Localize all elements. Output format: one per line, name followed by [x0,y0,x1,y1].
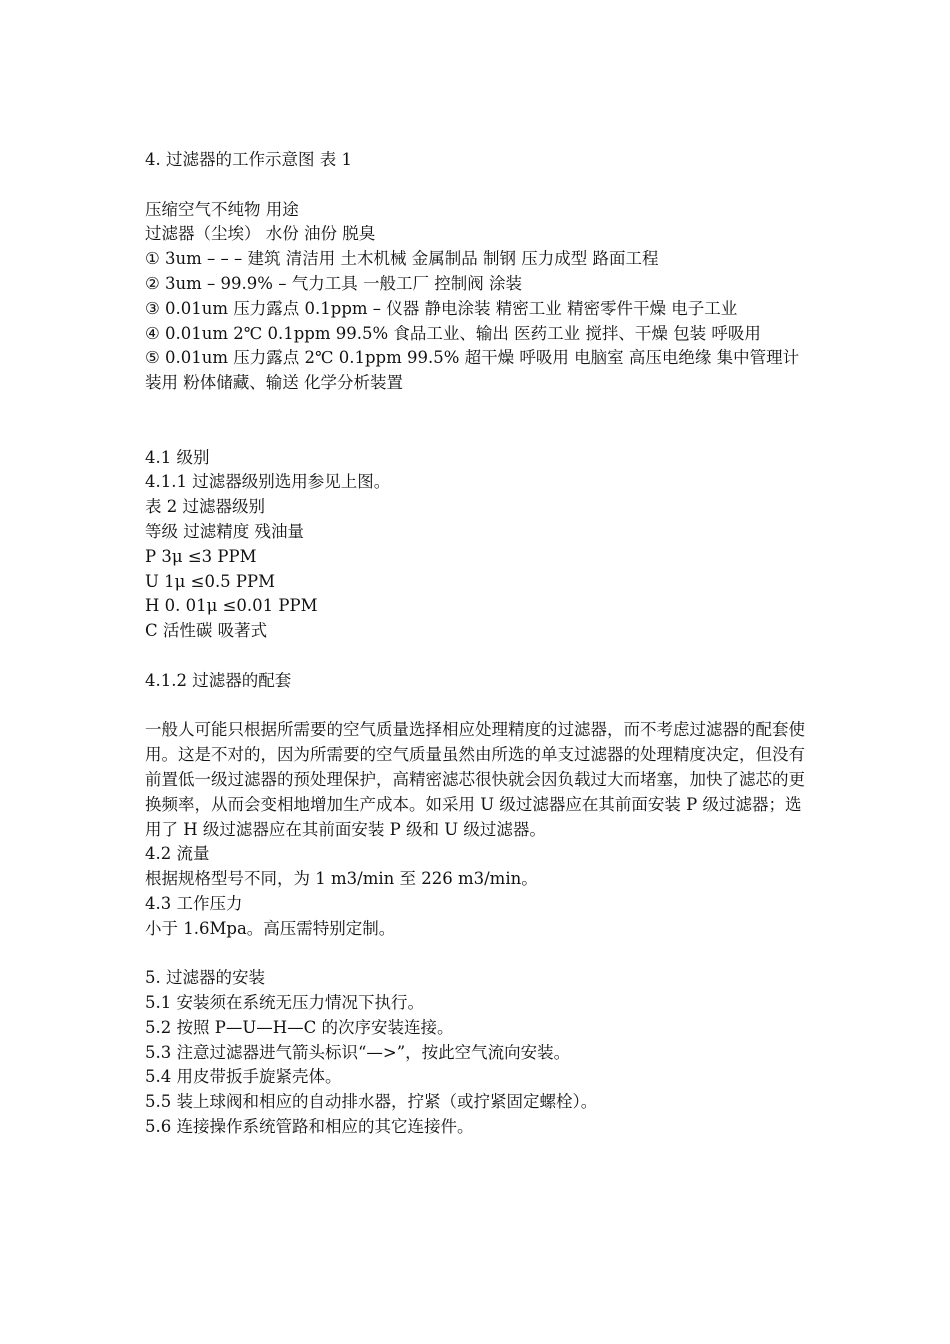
table-row: ③ 0.01um 压力露点 0.1ppm – 仪器 静电涂装 精密工业 精密零件干燥 电子工业 [145,298,738,318]
section-4-heading: 4. 过滤器的工作示意图 表 1 [145,150,352,169]
table-1-header-row-1: 压缩空气不纯物 用途 [145,199,299,219]
list-item: 5.5 装上球阀和相应的自动排水器，拧紧（或拧紧固定螺栓）。 [145,1092,598,1112]
spacer [145,694,810,719]
section-5-heading: 5. 过滤器的安装 [145,968,265,988]
spacer [145,644,810,669]
section-4-2-text: 根据规格型号不同，为 1 m3/min 至 226 m3/min。 [145,869,538,889]
table-row: P 3μ ≤3 PPM [145,546,257,566]
table-row: C 活性碳 吸著式 [145,621,268,641]
section-4-1-heading: 4.1 级别 [145,447,210,467]
section-4-1-2-heading: 4.1.2 过滤器的配套 [145,670,292,690]
table-2 [145,495,810,644]
table-2-title: 表 2 过滤器级别 [145,497,265,517]
spacer [145,396,810,446]
table-1 [145,198,810,396]
list-item: 5.1 安装须在系统无压力情况下执行。 [145,993,424,1013]
list-item: 5.2 按照 P—U—H—C 的次序安装连接。 [145,1017,454,1037]
spacer [145,173,810,198]
table-row: ① 3um – – – 建筑 清洁用 土木机械 金属制品 制钢 压力成型 路面工程 [145,249,659,269]
table-row: U 1μ ≤0.5 PPM [145,571,276,591]
section-4-3-text: 小于 1.6Mpa。高压需特别定制。 [145,918,396,938]
section-4-2-heading: 4.2 流量 [145,844,210,864]
section-4-1-1-text: 4.1.1 过滤器级别选用参见上图。 [145,472,391,492]
table-1-header-row-2: 过滤器（尘埃） 水份 油份 脱臭 [145,224,376,244]
installation-steps [145,991,810,1140]
section-4-3-heading: 4.3 工作压力 [145,893,243,913]
list-item: 5.6 连接操作系统管路和相应的其它连接件。 [145,1117,474,1137]
table-row: ⑤ 0.01um 压力露点 2℃ 0.1ppm 99.5% 超干燥 呼吸用 电脑室 高压电绝缘 集中管理计装用 粉体储藏、输送 化学分析装置 [145,348,800,393]
document-body [145,148,810,1140]
spacer [145,942,810,967]
list-item: 5.4 用皮带扳手旋紧壳体。 [145,1067,342,1087]
table-row: ④ 0.01um 2℃ 0.1ppm 99.5% 食品工业、输出 医药工业 搅拌、干燥 包装 呼吸用 [145,323,761,343]
table-row: H 0. 01μ ≤0.01 PPM [145,596,318,616]
table-2-header: 等级 过滤精度 残油量 [145,521,304,541]
list-item: 5.3 注意过滤器进气箭头标识“—>”，按此空气流向安装。 [145,1042,571,1062]
section-4-1-2-paragraph: 一般人可能只根据所需要的空气质量选择相应处理精度的过滤器，而不考虑过滤器的配套使用。这是不对的，因为所需要的空气质量虽然由所选的单支过滤器的处理精度决定，但没有前置低一级过滤器的预处理保护，高精密滤芯很快就会因负载过大而堵塞，加快了滤芯的更换频率，从而会变相地增加生产成本。如采用 U 级过滤器应在其前面安装 P 级过滤器；选用了 H 级过滤器应在其前面安装 P 级和 U 级过滤器。 [145,720,805,839]
table-row: ② 3um – 99.9% – 气力工具 一般工厂 控制阀 涂装 [145,273,522,293]
